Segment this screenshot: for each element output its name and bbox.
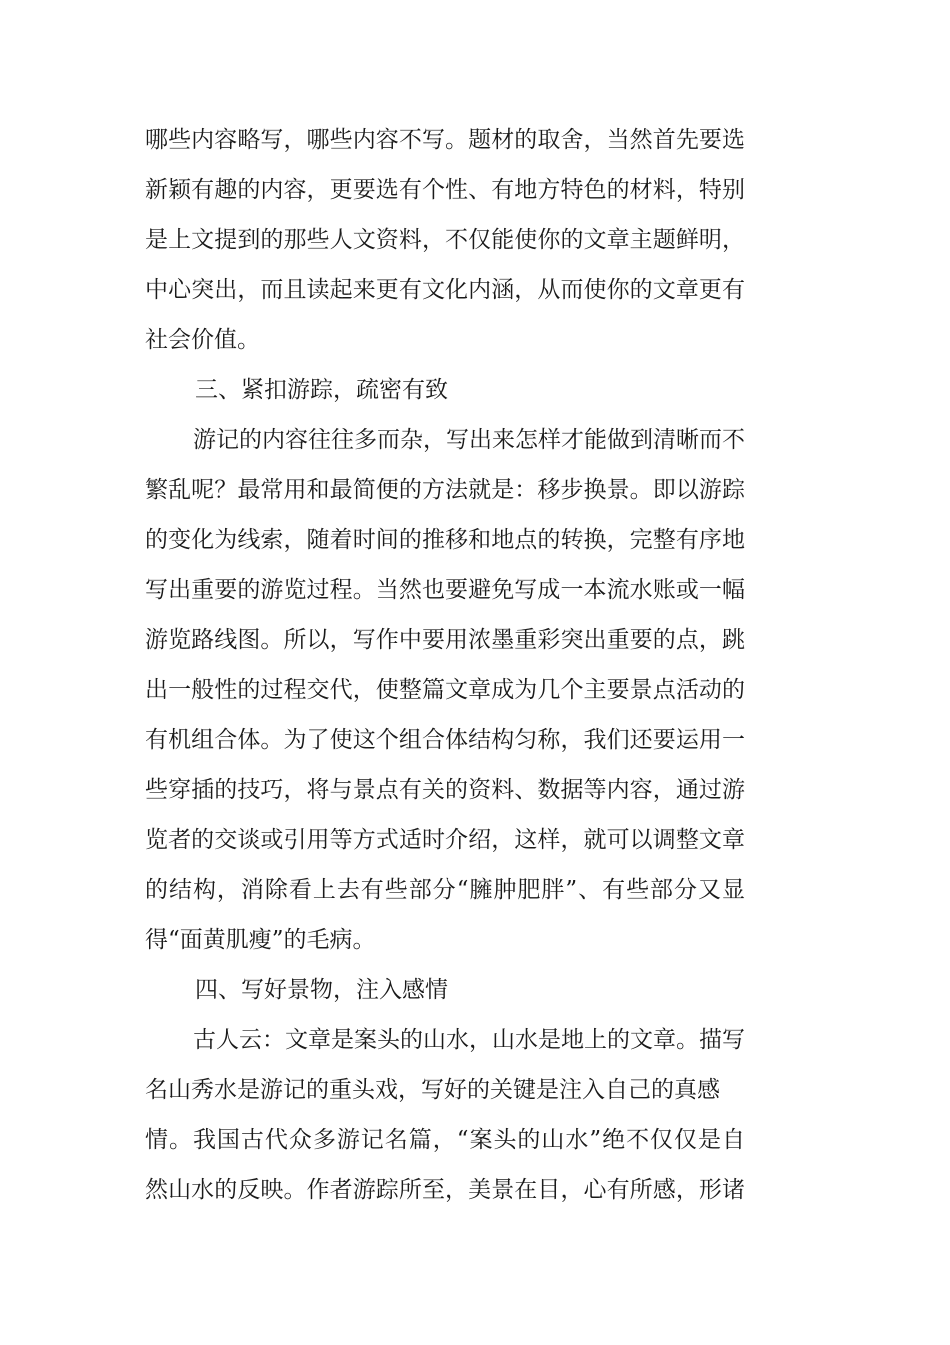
text-line: 古人云：文章是案头的山水，山水是地上的文章。描写 [193, 1027, 745, 1053]
text-line: 有机组合体。为了使这个组合体结构匀称，我们还要运用一 [145, 727, 745, 753]
text-line: 是上文提到的那些人文资料，不仅能使你的文章主题鲜明， [145, 227, 745, 253]
text-line: 哪些内容略写，哪些内容不写。题材的取舍，当然首先要选 [145, 127, 745, 153]
text-line: 中心突出，而且读起来更有文化内涵，从而使你的文章更有 [145, 277, 745, 303]
text-line: 写出重要的游览过程。当然也要避免写成一本流水账或一幅 [145, 577, 745, 603]
text-line: 社会价值。 [145, 327, 260, 353]
text-line: 名山秀水是游记的重头戏，写好的关键是注入自己的真感 [145, 1077, 720, 1103]
paragraph [145, 1015, 745, 1215]
text-line: 游览路线图。所以，写作中要用浓墨重彩突出重要的点，跳 [145, 627, 745, 653]
text-line: 出一般性的过程交代，使整篇文章成为几个主要景点活动的 [145, 677, 745, 703]
paragraph [145, 415, 745, 965]
section-heading: 四、写好景物，注入感情 [195, 977, 448, 1003]
text-line: 览者的交谈或引用等方式适时介绍，这样，就可以调整文章 [145, 827, 745, 853]
text-line: 的结构，消除看上去有些部分“臃肿肥胖”、有些部分又显 [145, 877, 745, 903]
text-line: 游记的内容往往多而杂，写出来怎样才能做到清晰而不 [193, 427, 745, 453]
document-body [145, 115, 745, 1215]
text-line: 得“面黄肌瘦”的毛病。 [145, 927, 376, 953]
text-line: 的变化为线索，随着时间的推移和地点的转换，完整有序地 [145, 527, 745, 553]
text-line: 情。我国古代众多游记名篇，“案头的山水”绝不仅仅是自 [145, 1127, 745, 1153]
section-heading: 三、紧扣游踪，疏密有致 [195, 377, 448, 403]
paragraph [145, 115, 745, 365]
text-line: 繁乱呢？最常用和最简便的方法就是：移步换景。即以游踪 [145, 477, 745, 503]
text-line: 然山水的反映。作者游踪所至，美景在目，心有所感，形诸 [145, 1177, 745, 1203]
text-line: 些穿插的技巧，将与景点有关的资料、数据等内容，通过游 [145, 777, 745, 803]
text-line: 新颖有趣的内容，更要选有个性、有地方特色的材料，特别 [145, 177, 745, 203]
